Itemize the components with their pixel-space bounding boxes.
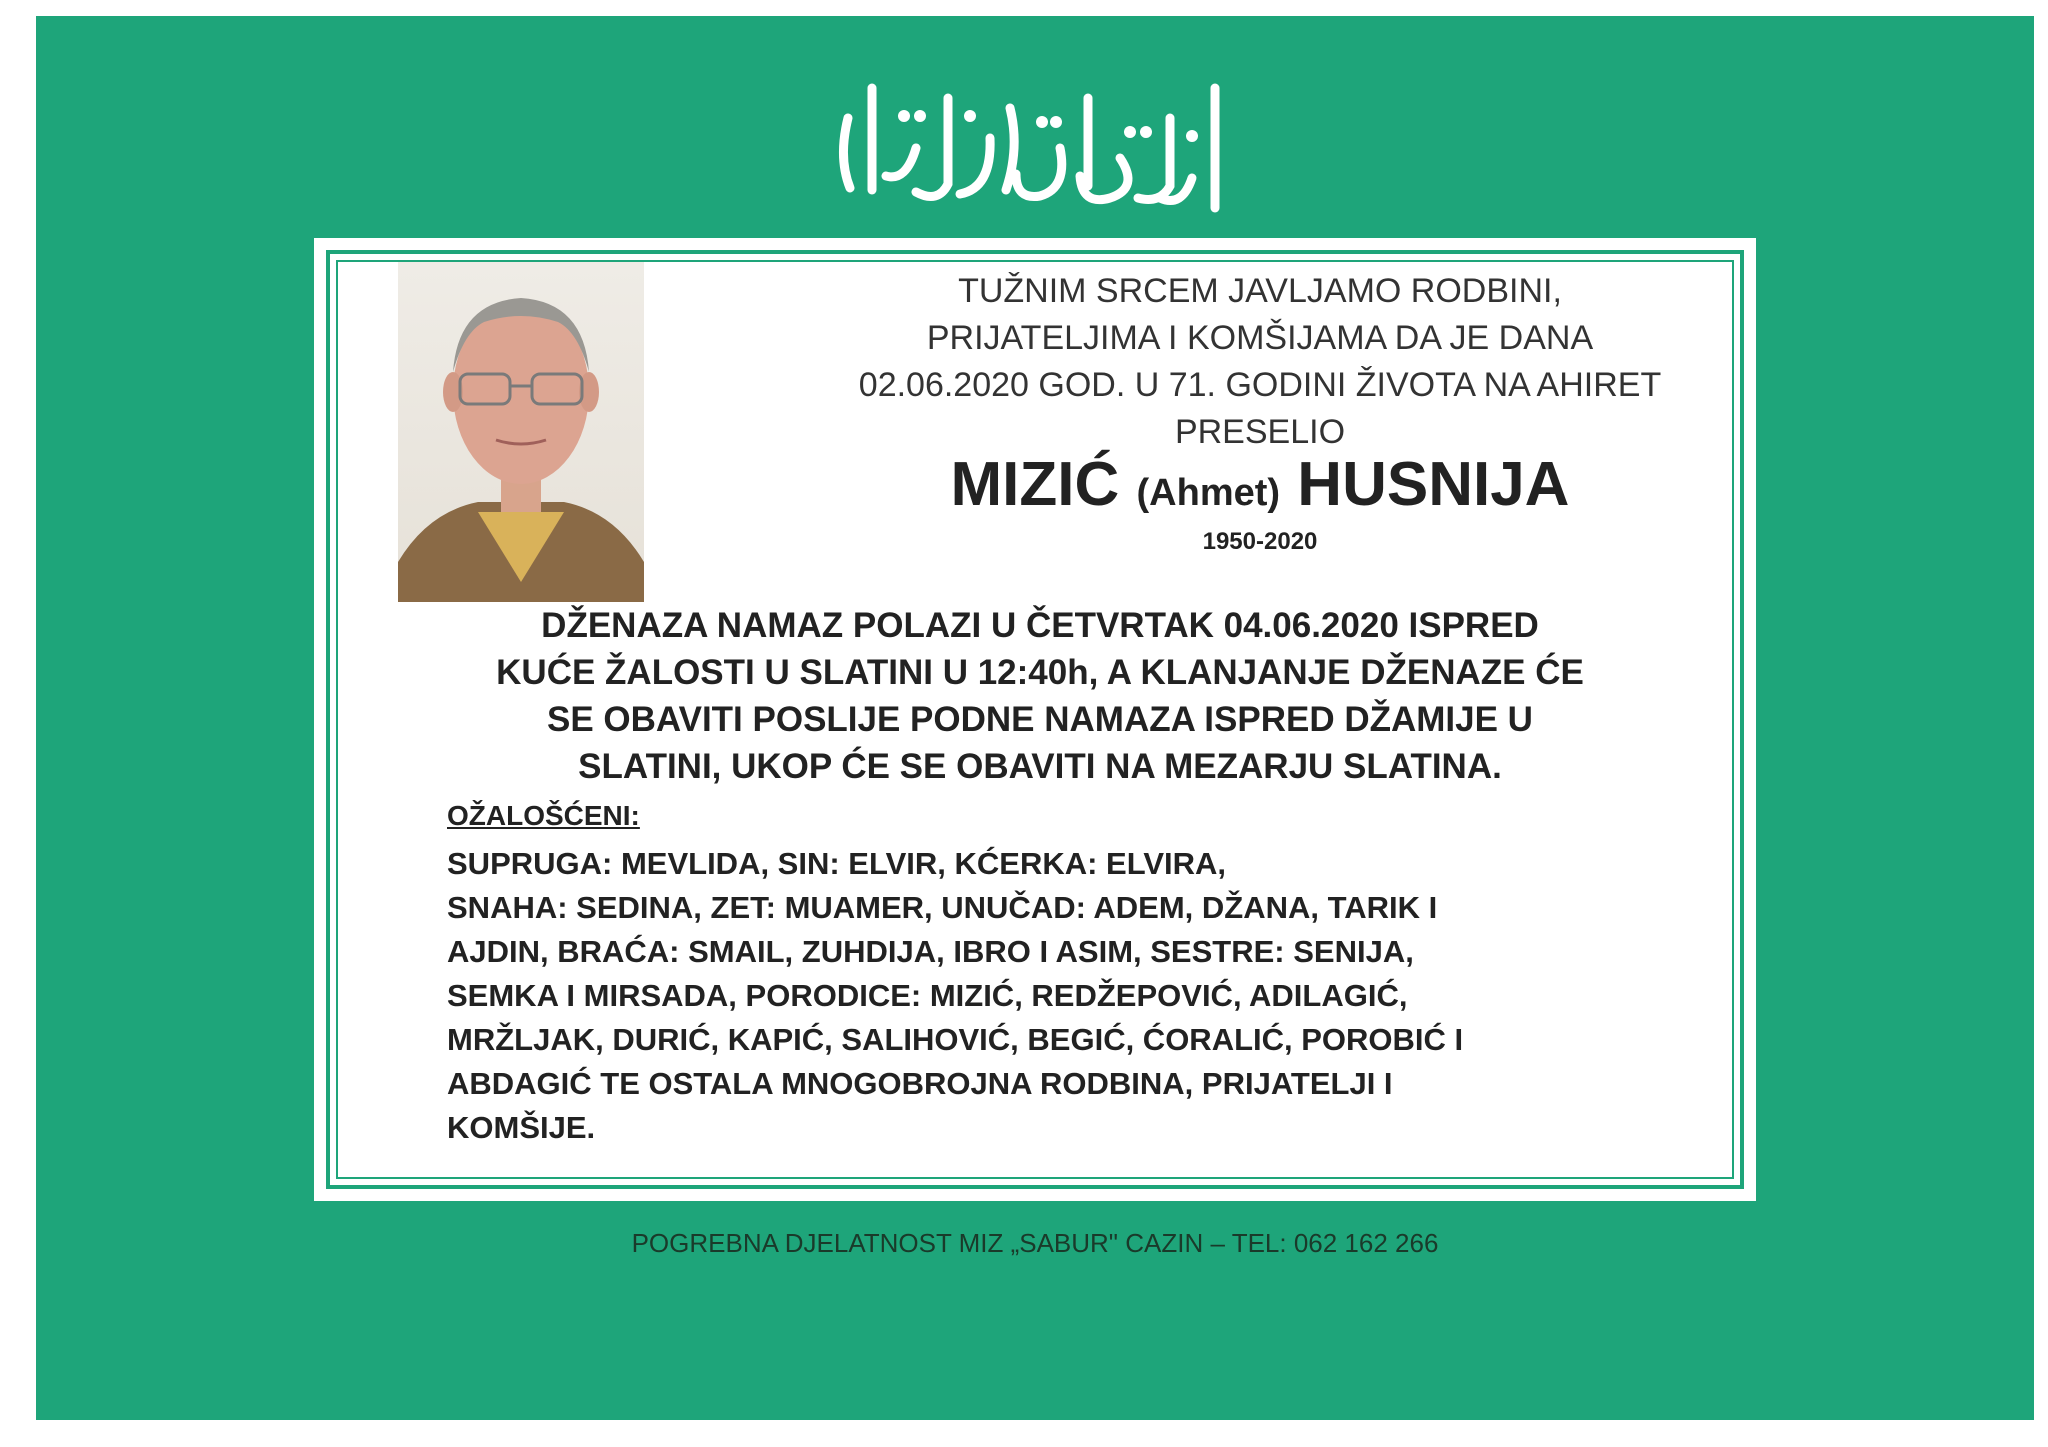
deceased-photo bbox=[398, 262, 644, 602]
funeral-details bbox=[380, 602, 1700, 790]
mourners-line: SEMKA I MIRSADA, PORODICE: MIZIĆ, REDŽEPOVIĆ, ADILAGIĆ, bbox=[447, 978, 1408, 1013]
first-name: HUSNIJA bbox=[1297, 450, 1570, 519]
intro-line: 02.06.2020 GOD. U 71. GODINI ŽIVOTA NA AHIRET bbox=[858, 366, 1662, 404]
mourners-line: KOMŠIJE. bbox=[447, 1110, 596, 1145]
funeral-line: DŽENAZA NAMAZ POLAZI U ČETVRTAK 04.06.2020 ISPRED bbox=[541, 606, 1539, 645]
funeral-service-footer: POGREBNA DJELATNOST MIZ „SABUR" CAZIN – TEL: 062 162 266 bbox=[631, 1228, 1439, 1258]
funeral-line: KUĆE ŽALOSTI U SLATINI U 12:40h, A KLANJANJE DŽENAZE ĆE bbox=[496, 653, 1584, 692]
life-years: 1950-2020 bbox=[1202, 528, 1318, 555]
intro-line: PRESELIO bbox=[1174, 413, 1346, 451]
father-name: (Ahmet) bbox=[1136, 472, 1281, 514]
surname: MIZIĆ bbox=[950, 450, 1120, 519]
funeral-line: SE OBAVITI POSLIJE PODNE NAMAZA ISPRED DŽAMIJE U bbox=[547, 700, 1533, 739]
mourners-line: SNAHA: SEDINA, ZET: MUAMER, UNUČAD: ADEM, DŽANA, TARIK I bbox=[447, 890, 1438, 925]
announcement-intro bbox=[660, 268, 1860, 456]
mourners-heading: OŽALOŠĆENI: bbox=[447, 800, 640, 831]
mourners-line: MRŽLJAK, DURIĆ, KAPIĆ, SALIHOVIĆ, BEGIĆ, ĆORALIĆ, POROBIĆ I bbox=[447, 1022, 1464, 1057]
mourners-list bbox=[447, 842, 1747, 1150]
intro-line: TUŽNIM SRCEM JAVLJAMO RODBINI, bbox=[958, 272, 1562, 310]
funeral-line: SLATINI, UKOP ĆE SE OBAVITI NA MEZARJU SLATINA. bbox=[578, 747, 1502, 786]
mourners-line: SUPRUGA: MEVLIDA, SIN: ELVIR, KĆERKA: ELVIRA, bbox=[447, 846, 1227, 881]
arabic-calligraphy-logo bbox=[820, 58, 1240, 228]
deceased-name bbox=[660, 448, 1860, 530]
mourners-line: AJDIN, BRAĆA: SMAIL, ZUHDIJA, IBRO I ASIM, SESTRE: SENIJA, bbox=[447, 934, 1414, 969]
intro-line: PRIJATELJIMA I KOMŠIJAMA DA JE DANA bbox=[926, 319, 1594, 357]
mourners-line: ABDAGIĆ TE OSTALA MNOGOBROJNA RODBINA, PRIJATELJI I bbox=[447, 1066, 1393, 1101]
